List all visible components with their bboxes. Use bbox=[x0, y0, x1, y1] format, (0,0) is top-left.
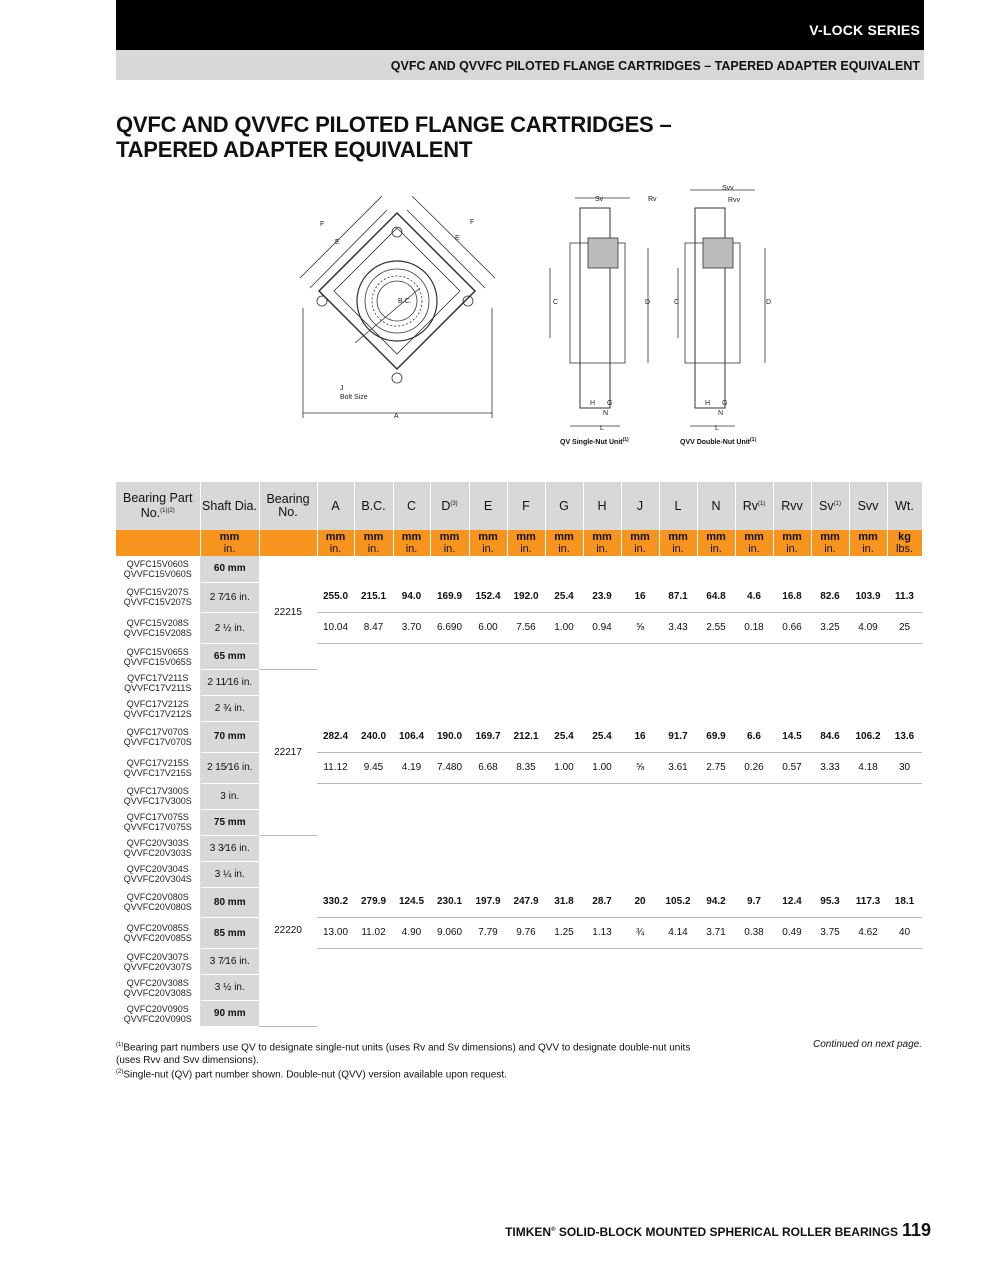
metric-value-cell: 87.1 bbox=[659, 582, 697, 613]
unit-l: mm in. bbox=[659, 530, 697, 556]
inch-value-cell: 4.19 bbox=[393, 752, 430, 783]
qvv-side-view bbox=[678, 190, 765, 426]
part-number-cell bbox=[116, 835, 200, 861]
inch-value-cell: 4.90 bbox=[393, 918, 430, 949]
col-j: J bbox=[621, 482, 659, 530]
inch-value-cell: 0.18 bbox=[735, 613, 773, 644]
part-number-cell bbox=[116, 752, 200, 783]
metric-value-cell: 192.0 bbox=[507, 582, 545, 613]
inch-value-cell: 30 bbox=[887, 752, 922, 783]
inch-value-cell: 11.02 bbox=[354, 918, 393, 949]
unit-rvv: mm in. bbox=[773, 530, 811, 556]
inch-value-cell: 6.68 bbox=[469, 752, 507, 783]
metric-value-cell: 6.6 bbox=[735, 722, 773, 753]
metric-value-cell: 91.7 bbox=[659, 722, 697, 753]
label-f-left: F bbox=[320, 221, 325, 228]
page-title-line2: TAPERED ADAPTER EQUIVALENT bbox=[116, 137, 473, 162]
label-rvv: Rvv bbox=[728, 197, 741, 204]
label-bc: B.C. bbox=[398, 298, 412, 305]
inch-value-cell: 4.62 bbox=[849, 918, 887, 949]
spacer-cell bbox=[317, 949, 922, 1027]
table-header-row bbox=[116, 482, 922, 530]
metric-value-cell: 117.3 bbox=[849, 887, 887, 918]
col-rv: Rv$^{(1)}$ bbox=[735, 482, 773, 530]
unit-j: mm in. bbox=[621, 530, 659, 556]
unit-g: mm in. bbox=[545, 530, 583, 556]
shaft-dia-cell: 2 11⁄16 in. bbox=[200, 670, 259, 696]
shaft-dia-cell: 85 mm bbox=[200, 918, 259, 949]
metric-value-cell: 94.0 bbox=[393, 582, 430, 613]
label-d-qvv: D bbox=[766, 299, 772, 306]
bearing-group bbox=[116, 556, 922, 670]
label-sv: Sv bbox=[595, 196, 604, 203]
col-wt: Wt. bbox=[887, 482, 922, 530]
part-number-cell bbox=[116, 582, 200, 613]
shaft-dia-cell: 80 mm bbox=[200, 887, 259, 918]
part-number-qvv: QVVFC15V065S bbox=[123, 656, 192, 667]
metric-value-cell: 16.8 bbox=[773, 582, 811, 613]
part-number-qv: QVFC17V075S bbox=[126, 812, 189, 822]
inch-value-cell: 0.49 bbox=[773, 918, 811, 949]
inch-value-cell: 3.71 bbox=[697, 918, 735, 949]
inch-value-cell: 3.70 bbox=[393, 613, 430, 644]
part-number-qv: QVFC17V212S bbox=[126, 698, 189, 709]
units-row bbox=[116, 530, 922, 556]
spacer-cell bbox=[317, 783, 922, 835]
table-row bbox=[116, 670, 922, 696]
bore-outer bbox=[357, 261, 437, 341]
col-svv: Svv bbox=[849, 482, 887, 530]
footer-reg: ® bbox=[551, 1227, 556, 1233]
part-number-cell bbox=[116, 644, 200, 670]
label-h-qv: H bbox=[590, 400, 596, 407]
qv-side-view bbox=[550, 198, 651, 426]
shaft-dia-cell: 2 15⁄16 in. bbox=[200, 752, 259, 783]
bolt-hole-bottom bbox=[392, 373, 402, 383]
col-shaft: Shaft Dia. bbox=[200, 482, 259, 530]
metric-value-cell: 82.6 bbox=[811, 582, 849, 613]
part-number-qvv: QVVFC20V307S bbox=[123, 961, 192, 972]
part-number-qvv: QVVFC15V207S bbox=[123, 597, 192, 608]
dimension-table bbox=[116, 482, 923, 1027]
table-row bbox=[116, 783, 922, 809]
table-row bbox=[116, 613, 922, 644]
shaft-dia-cell: 2 ¾ in. bbox=[200, 696, 259, 722]
spacer-cell bbox=[317, 556, 922, 582]
part-number-qvv: QVVFC20V304S bbox=[123, 874, 192, 884]
col-bearing-no: Bearing No. bbox=[259, 482, 317, 530]
part-number-qv: QVFC20V303S bbox=[126, 838, 189, 848]
unit-f: mm in. bbox=[507, 530, 545, 556]
part-number-qv: QVFC20V080S bbox=[126, 892, 189, 903]
caption-qv: QV Single-Nut Unit$^{(1)}$ bbox=[560, 437, 629, 446]
col-bc: B.C. bbox=[354, 482, 393, 530]
footer-brand: TIMKEN bbox=[505, 1225, 552, 1239]
footnote-2: $^{(2)}$Single-nut (QV) part number shown. Double-nut (QVV) version available upon request. bbox=[116, 1069, 507, 1081]
label-g-qv: G bbox=[607, 400, 613, 407]
inch-value-cell: ⅝ bbox=[621, 752, 659, 783]
metric-value-cell: 152.4 bbox=[469, 582, 507, 613]
part-number-cell bbox=[116, 861, 200, 887]
col-n: N bbox=[697, 482, 735, 530]
metric-value-cell: 14.5 bbox=[773, 722, 811, 753]
label-n-qv: N bbox=[603, 410, 609, 417]
col-g: G bbox=[545, 482, 583, 530]
metric-value-cell: 103.9 bbox=[849, 582, 887, 613]
metric-value-cell: 212.1 bbox=[507, 722, 545, 753]
inch-value-cell: 9.060 bbox=[430, 918, 469, 949]
part-number-qv: QVFC15V060S bbox=[126, 559, 189, 569]
part-number-qvv: QVVFC17V215S bbox=[123, 767, 192, 778]
inch-value-cell: 9.45 bbox=[354, 752, 393, 783]
part-number-qvv: QVVFC17V212S bbox=[123, 708, 192, 719]
inch-value-cell: 4.14 bbox=[659, 918, 697, 949]
col-f: F bbox=[507, 482, 545, 530]
part-number-qvv: QVVFC15V208S bbox=[123, 628, 192, 638]
shaft-dia-cell: 3 in. bbox=[200, 783, 259, 809]
unit-blank bbox=[259, 530, 317, 556]
shaft-dia-cell: 60 mm bbox=[200, 556, 259, 582]
inch-value-cell: 11.12 bbox=[317, 752, 354, 783]
metric-value-cell: 16 bbox=[621, 722, 659, 753]
metric-value-cell: 106.4 bbox=[393, 722, 430, 753]
label-j: J bbox=[340, 385, 344, 392]
label-e-left: E bbox=[335, 239, 340, 246]
col-h: H bbox=[583, 482, 621, 530]
inch-value-cell: 8.47 bbox=[354, 613, 393, 644]
part-number-qvv: QVVFC17V300S bbox=[123, 796, 192, 806]
metric-value-cell: 28.7 bbox=[583, 887, 621, 918]
label-g-qvv: G bbox=[722, 400, 728, 407]
col-a: A bbox=[317, 482, 354, 530]
part-number-cell bbox=[116, 670, 200, 696]
unit-wt: kg lbs. bbox=[887, 530, 922, 556]
metric-value-cell: 94.2 bbox=[697, 887, 735, 918]
unit-e: mm in. bbox=[469, 530, 507, 556]
label-rv: Rv bbox=[648, 196, 657, 203]
inch-value-cell: 0.26 bbox=[735, 752, 773, 783]
shaft-dia-cell: 90 mm bbox=[200, 1001, 259, 1027]
part-number-qv: QVFC20V090S bbox=[126, 1003, 189, 1014]
metric-value-cell: 105.2 bbox=[659, 887, 697, 918]
metric-value-cell: 330.2 bbox=[317, 887, 354, 918]
label-c-qvv: C bbox=[674, 299, 680, 306]
metric-value-cell: 230.1 bbox=[430, 887, 469, 918]
part-number-qvv: QVVFC20V080S bbox=[123, 902, 192, 913]
table-row bbox=[116, 582, 922, 613]
part-number-qv: QVFC20V307S bbox=[126, 951, 189, 962]
shaft-dia-cell: 70 mm bbox=[200, 722, 259, 753]
label-c-qv: C bbox=[553, 299, 559, 306]
metric-value-cell: 4.6 bbox=[735, 582, 773, 613]
part-number-cell bbox=[116, 887, 200, 918]
part-number-qv: QVFC20V308S bbox=[126, 977, 189, 988]
part-number-cell bbox=[116, 613, 200, 644]
table-row bbox=[116, 644, 922, 670]
unit-sv: mm in. bbox=[811, 530, 849, 556]
inch-value-cell: 3.33 bbox=[811, 752, 849, 783]
footer-title: SOLID-BLOCK MOUNTED SPHERICAL ROLLER BEARINGS bbox=[555, 1225, 898, 1239]
shaft-dia-cell: 2 ½ in. bbox=[200, 613, 259, 644]
metric-value-cell: 20 bbox=[621, 887, 659, 918]
part-number-qvv: QVVFC20V303S bbox=[123, 848, 192, 858]
inch-value-cell: 1.13 bbox=[583, 918, 621, 949]
flange-outline bbox=[319, 213, 475, 369]
metric-value-cell: 9.7 bbox=[735, 887, 773, 918]
col-c: C bbox=[393, 482, 430, 530]
unit-h: mm in. bbox=[583, 530, 621, 556]
inch-value-cell: 0.57 bbox=[773, 752, 811, 783]
part-number-qvv: QVVFC17V211S bbox=[124, 682, 192, 693]
inch-value-cell: 0.66 bbox=[773, 613, 811, 644]
metric-value-cell: 215.1 bbox=[354, 582, 393, 613]
inch-value-cell: 25 bbox=[887, 613, 922, 644]
inch-value-cell: 6.00 bbox=[469, 613, 507, 644]
inch-value-cell: 0.94 bbox=[583, 613, 621, 644]
metric-value-cell: 11.3 bbox=[887, 582, 922, 613]
col-l: L bbox=[659, 482, 697, 530]
inch-value-cell: 7.79 bbox=[469, 918, 507, 949]
part-number-qv: QVFC17V070S bbox=[126, 726, 189, 737]
caption-qvv: QVV Double-Nut Unit$^{(1)}$ bbox=[680, 437, 757, 446]
part-number-qvv: QVVFC20V090S bbox=[123, 1013, 192, 1024]
table-row bbox=[116, 887, 922, 918]
part-number-cell bbox=[116, 783, 200, 809]
table-row bbox=[116, 835, 922, 861]
part-number-cell bbox=[116, 1001, 200, 1027]
part-number-qv: QVFC17V211S bbox=[127, 672, 189, 683]
series-title: V-LOCK SERIES bbox=[809, 22, 920, 38]
part-number-qvv: QVVFC15V060S bbox=[123, 569, 192, 579]
col-e: E bbox=[469, 482, 507, 530]
part-number-cell bbox=[116, 809, 200, 835]
unit-shaft: mm in. bbox=[200, 530, 259, 556]
part-number-qv: QVFC17V300S bbox=[126, 786, 189, 796]
metric-value-cell: 13.6 bbox=[887, 722, 922, 753]
spacer-cell bbox=[317, 835, 922, 887]
inch-value-cell: 2.75 bbox=[697, 752, 735, 783]
label-l-qvv: L bbox=[715, 425, 719, 432]
metric-value-cell: 31.8 bbox=[545, 887, 583, 918]
part-number-qvv: QVVFC20V085S bbox=[123, 933, 192, 943]
table-row bbox=[116, 949, 922, 975]
metric-value-cell: 279.9 bbox=[354, 887, 393, 918]
part-number-cell bbox=[116, 696, 200, 722]
unit-n: mm in. bbox=[697, 530, 735, 556]
shaft-dia-cell: 3 7⁄16 in. bbox=[200, 949, 259, 975]
part-number-cell bbox=[116, 722, 200, 753]
footnote-1: $^{(1)}$Bearing part numbers use QV to designate single-nut units (uses Rv and Sv dimensions) and QVV to designate double-nut units (uses Rvv and Svv dimensions). bbox=[116, 1042, 691, 1067]
part-number-cell bbox=[116, 975, 200, 1001]
label-f-right: F bbox=[470, 219, 475, 226]
inch-value-cell: 8.35 bbox=[507, 752, 545, 783]
col-rvv: Rvv bbox=[773, 482, 811, 530]
col-bearing-part: Bearing Part No.$^{(1)(2)}$ bbox=[116, 482, 200, 530]
inch-value-cell: 1.00 bbox=[583, 752, 621, 783]
bolt-hole-left bbox=[317, 296, 327, 306]
metric-value-cell: 25.4 bbox=[583, 722, 621, 753]
part-number-qv: QVFC20V304S bbox=[126, 864, 189, 874]
inch-value-cell: 4.18 bbox=[849, 752, 887, 783]
inch-value-cell: ⅝ bbox=[621, 613, 659, 644]
inch-value-cell: 1.00 bbox=[545, 613, 583, 644]
label-svv: Svv bbox=[722, 185, 734, 192]
metric-value-cell: 16 bbox=[621, 582, 659, 613]
unit-rv: mm in. bbox=[735, 530, 773, 556]
inch-value-cell: 7.56 bbox=[507, 613, 545, 644]
label-h-qvv: H bbox=[705, 400, 711, 407]
metric-value-cell: 23.9 bbox=[583, 582, 621, 613]
table-row bbox=[116, 918, 922, 949]
label-e-right: E bbox=[455, 235, 460, 242]
metric-value-cell: 197.9 bbox=[469, 887, 507, 918]
part-number-qv: QVFC17V215S bbox=[126, 757, 189, 768]
inch-value-cell: 1.00 bbox=[545, 752, 583, 783]
bearing-number-cell: 22217 bbox=[259, 670, 317, 836]
table-row bbox=[116, 752, 922, 783]
inch-value-cell: 40 bbox=[887, 918, 922, 949]
metric-value-cell: 240.0 bbox=[354, 722, 393, 753]
technical-drawing bbox=[270, 168, 780, 453]
metric-value-cell: 18.1 bbox=[887, 887, 922, 918]
metric-value-cell: 169.9 bbox=[430, 582, 469, 613]
metric-value-cell: 95.3 bbox=[811, 887, 849, 918]
inch-value-cell: 3.25 bbox=[811, 613, 849, 644]
part-number-qvv: QVVFC17V075S bbox=[123, 822, 192, 832]
metric-value-cell: 64.8 bbox=[697, 582, 735, 613]
metric-value-cell: 169.7 bbox=[469, 722, 507, 753]
inch-value-cell: 4.09 bbox=[849, 613, 887, 644]
metric-value-cell: 106.2 bbox=[849, 722, 887, 753]
inch-value-cell: 7.480 bbox=[430, 752, 469, 783]
bearing-group bbox=[116, 670, 922, 836]
metric-value-cell: 12.4 bbox=[773, 887, 811, 918]
metric-value-cell: 84.6 bbox=[811, 722, 849, 753]
inch-value-cell: 3.43 bbox=[659, 613, 697, 644]
metric-value-cell: 255.0 bbox=[317, 582, 354, 613]
unit-d: mm in. bbox=[430, 530, 469, 556]
shaft-dia-cell: 65 mm bbox=[200, 644, 259, 670]
page-footer bbox=[505, 1220, 931, 1241]
unit-bc: mm in. bbox=[354, 530, 393, 556]
part-number-qv: QVFC15V208S bbox=[126, 618, 189, 628]
page-title bbox=[116, 112, 671, 162]
part-number-qvv: QVVFC20V308S bbox=[123, 987, 192, 998]
table-row bbox=[116, 722, 922, 753]
part-number-qv: QVFC20V085S bbox=[126, 923, 189, 933]
inch-value-cell: 6.690 bbox=[430, 613, 469, 644]
metric-value-cell: 247.9 bbox=[507, 887, 545, 918]
section-title: QVFC AND QVVFC PILOTED FLANGE CARTRIDGES – TAPERED ADAPTER EQUIVALENT bbox=[390, 59, 920, 73]
label-d-qv: D bbox=[645, 299, 651, 306]
section-header-bar bbox=[116, 50, 924, 80]
part-number-qv: QVFC15V207S bbox=[126, 587, 189, 598]
spacer-cell bbox=[317, 670, 922, 722]
inch-value-cell: 3.75 bbox=[811, 918, 849, 949]
shaft-dia-cell: 75 mm bbox=[200, 809, 259, 835]
series-header-bar bbox=[116, 0, 924, 50]
inch-value-cell: 2.55 bbox=[697, 613, 735, 644]
metric-value-cell: 69.9 bbox=[697, 722, 735, 753]
label-n-qvv: N bbox=[718, 410, 724, 417]
inch-value-cell: 1.25 bbox=[545, 918, 583, 949]
shaft-dia-cell: 3 ¼ in. bbox=[200, 861, 259, 887]
inch-value-cell: 13.00 bbox=[317, 918, 354, 949]
part-number-cell bbox=[116, 918, 200, 949]
inch-value-cell: ¾ bbox=[621, 918, 659, 949]
part-number-qv: QVFC15V065S bbox=[126, 646, 189, 657]
part-number-cell bbox=[116, 556, 200, 582]
metric-value-cell: 25.4 bbox=[545, 582, 583, 613]
page-title-line1: QVFC AND QVVFC PILOTED FLANGE CARTRIDGES – bbox=[116, 112, 672, 137]
table-row bbox=[116, 556, 922, 582]
shaft-dia-cell: 2 7⁄16 in. bbox=[200, 582, 259, 613]
label-a: A bbox=[394, 413, 399, 420]
page-number: 119 bbox=[901, 1220, 931, 1240]
metric-value-cell: 124.5 bbox=[393, 887, 430, 918]
metric-value-cell: 25.4 bbox=[545, 722, 583, 753]
inch-value-cell: 3.61 bbox=[659, 752, 697, 783]
label-l-qv: L bbox=[600, 425, 604, 432]
metric-value-cell: 190.0 bbox=[430, 722, 469, 753]
unit-svv: mm in. bbox=[849, 530, 887, 556]
inch-value-cell: 9.76 bbox=[507, 918, 545, 949]
inch-value-cell: 10.04 bbox=[317, 613, 354, 644]
inch-value-cell: 0.38 bbox=[735, 918, 773, 949]
shaft-dia-cell: 3 ½ in. bbox=[200, 975, 259, 1001]
bearing-number-cell: 22215 bbox=[259, 556, 317, 670]
part-number-qvv: QVVFC17V070S bbox=[123, 736, 192, 747]
shaft-dia-cell: 3 3⁄16 in. bbox=[200, 835, 259, 861]
bearing-group bbox=[116, 835, 922, 1027]
unit-a: mm in. bbox=[317, 530, 354, 556]
part-number-cell bbox=[116, 949, 200, 975]
continued-note: Continued on next page. bbox=[813, 1039, 922, 1050]
bearing-number-cell: 22220 bbox=[259, 835, 317, 1027]
metric-value-cell: 282.4 bbox=[317, 722, 354, 753]
spacer-cell bbox=[317, 644, 922, 670]
unit-c: mm in. bbox=[393, 530, 430, 556]
col-d: $D^{(3)}$ bbox=[430, 482, 469, 530]
label-bolt-size: Bolt Size bbox=[340, 394, 368, 401]
unit-blank bbox=[116, 530, 200, 556]
col-sv: Sv$^{(1)}$ bbox=[811, 482, 849, 530]
